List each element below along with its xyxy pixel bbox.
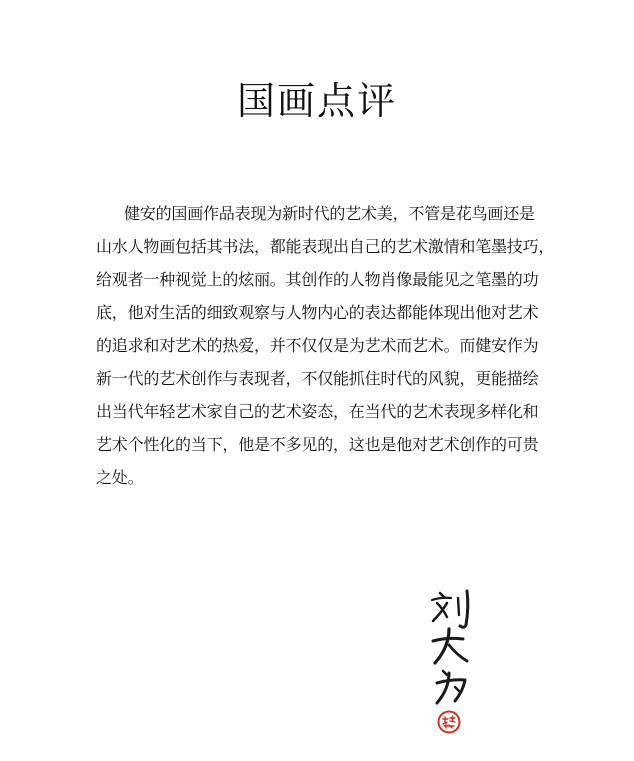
seal-stamp: [437, 710, 461, 734]
paragraph-line: 的追求和对艺术的热爱，并不仅仅是为艺术而艺术。而健安作为: [96, 336, 539, 355]
paragraph-line: 之处。: [96, 468, 144, 487]
paragraph-line: 健安的国画作品表现为新时代的艺术美，不管是花鸟画还是: [124, 204, 535, 223]
review-paragraph: [96, 197, 555, 494]
paragraph-line: 出当代年轻艺术家自己的艺术姿态，在当代的艺术表现多样化和: [96, 402, 539, 421]
handwritten-signature: [427, 585, 479, 707]
paragraph-line: 给观者一种视觉上的炫丽。其创作的人物肖像最能见之笔墨的功: [96, 270, 539, 289]
paragraph-line: 艺术个性化的当下，他是不多见的，这也是他对艺术创作的可贵: [96, 435, 539, 454]
paragraph-line: 新一代的艺术创作与表现者，不仅能抓住时代的风貌，更能描绘: [96, 369, 539, 388]
paragraph-line: 底，他对生活的细致观察与人物内心的表达都能体现出他对艺术: [96, 303, 539, 322]
page-title: 国画点评: [236, 79, 397, 123]
paragraph-line: 山水人物画包括其书法，都能表现出自己的艺术激情和笔墨技巧，: [96, 237, 555, 256]
